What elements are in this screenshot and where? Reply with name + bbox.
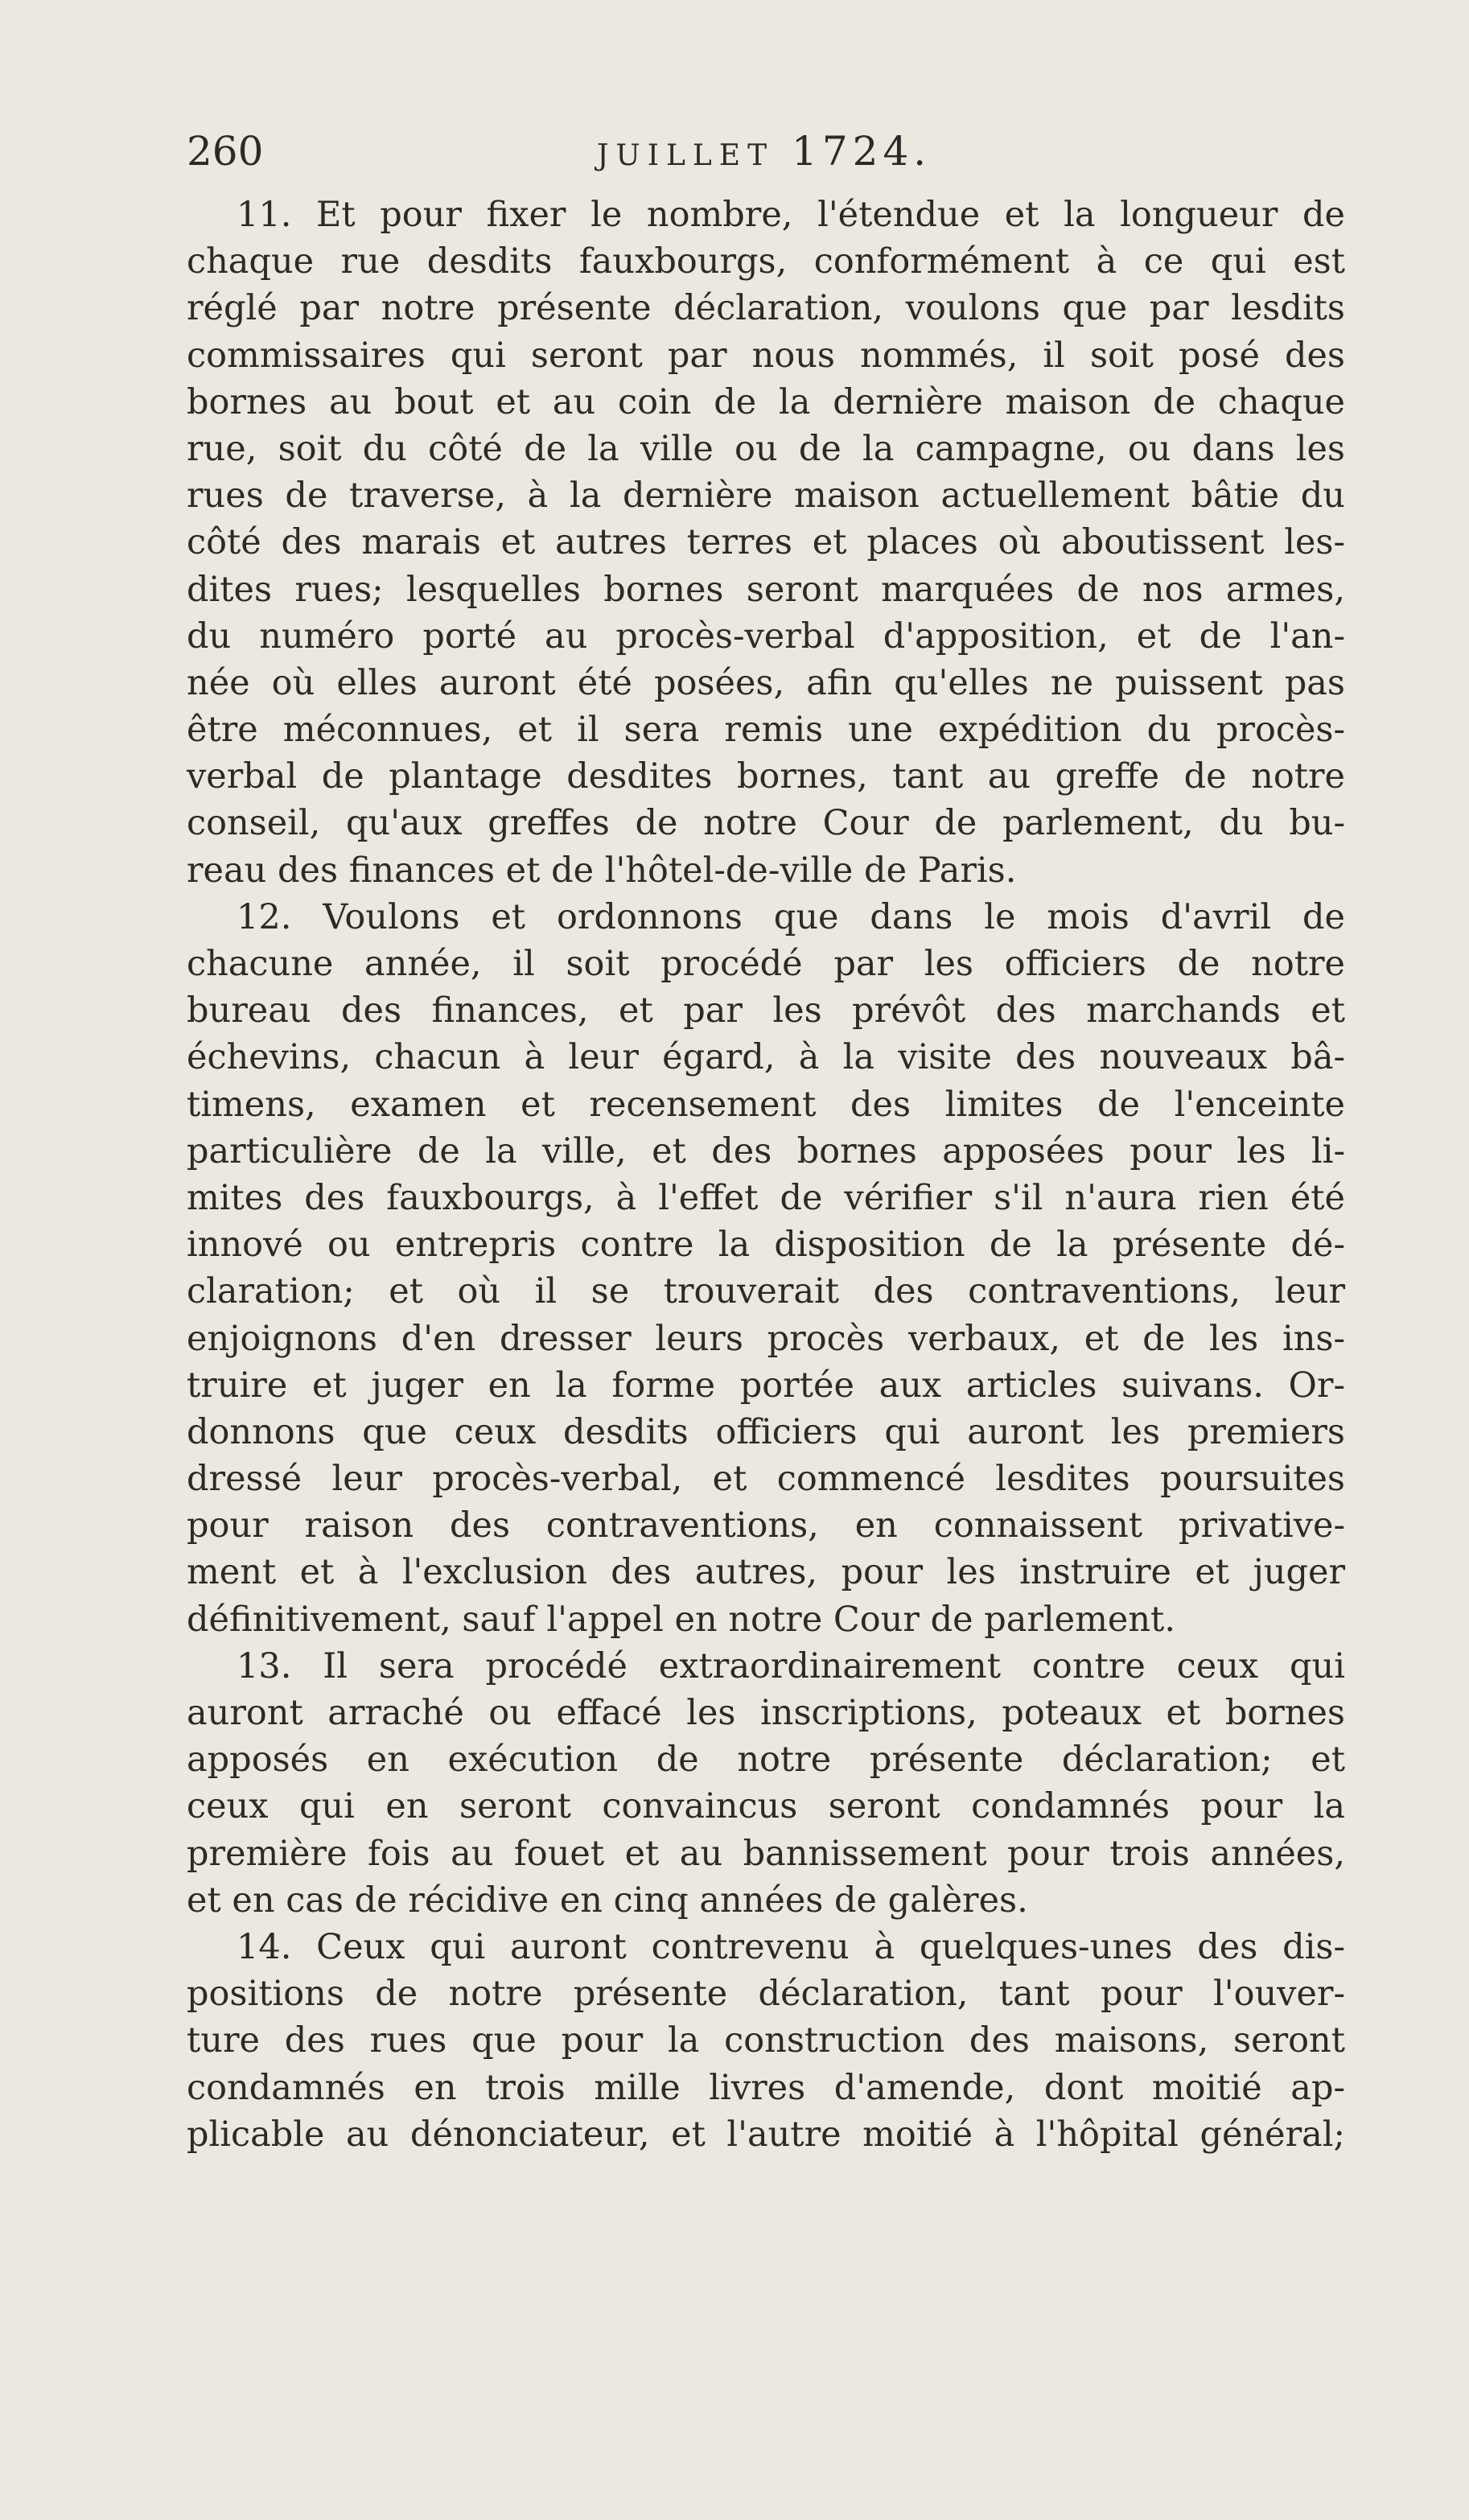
text-line: reau des finances et de l'hôtel-de-ville de Paris. [187,850,1017,891]
text-line: échevins, chacun à leur égard, à la visite des nouveaux bâ- [187,1037,1345,1078]
article-14 [187,1924,1345,2158]
text-line: 12. Voulons et ordonnons que dans le mois d'avril de [237,896,1345,937]
page-number: 260 [187,128,264,175]
article-12 [187,894,1345,1643]
text-line: rue, soit du côté de la ville ou de la campagne, ou dans les [187,428,1345,469]
text-line: chaque rue desdits fauxbourgs, conformément à ce qui est [187,241,1345,282]
text-line: positions de notre présente déclaration, tant pour l'ouver- [187,1974,1345,2015]
text-line: plicable au dénonciateur, et l'autre moitié à l'hôpital général; [187,2114,1345,2155]
text-line: née où elles auront été posées, afin qu'elles ne puissent pas [187,662,1345,703]
text-line: verbal de plantage desdites bornes, tant au greffe de notre [187,756,1345,797]
text-line: donnons que ceux desdits officiers qui auront les premiers [187,1411,1345,1452]
text-line: rues de traverse, à la dernière maison actuellement bâtie du [187,476,1345,517]
text-line: et en cas de récidive en cinq années de galères. [187,1880,1028,1921]
running-head-month: JUILLET [597,139,775,172]
text-line: particulière de la ville, et des bornes apposées pour les li- [187,1130,1345,1171]
text-line: dressé leur procès-verbal, et commencé lesdites poursuites [187,1459,1345,1500]
text-line: pour raison des contraventions, en connaissent privative- [187,1505,1345,1546]
text-line: chacune année, il soit procédé par les officiers de notre [187,944,1345,984]
text-line: bureau des finances, et par les prévôt des marchands et [187,990,1345,1031]
article-11 [187,191,1345,894]
text-line: commissaires qui seront par nous nommés, il soit posé des [187,335,1345,376]
text-line: conseil, qu'aux greffes de notre Cour de parlement, du bu- [187,803,1345,844]
text-line: ment et à l'exclusion des autres, pour les instruire et juger [187,1552,1345,1593]
text-line: timens, examen et recensement des limites de l'enceinte [187,1084,1345,1125]
running-head-year: 1724. [792,128,932,175]
text-line: première fois au fouet et au bannissement pour trois années, [187,1833,1345,1874]
text-line: truire et juger en la forme portée aux articles suivans. Or- [187,1365,1345,1406]
text-line: ture des rues que pour la construction des maisons, seront [187,2020,1345,2061]
text-line: auront arraché ou effacé les inscriptions, poteaux et bornes [187,1693,1345,1733]
text-line: ceux qui en seront convaincus seront condamnés pour la [187,1786,1345,1827]
text-line: 13. Il sera procédé extraordinairement contre ceux qui [237,1645,1345,1686]
article-13 [187,1643,1345,1924]
text-line: définitivement, sauf l'appel en notre Cour de parlement. [187,1599,1175,1640]
text-line: 11. Et pour fixer le nombre, l'étendue et la longueur de [237,195,1345,235]
text-line: bornes au bout et au coin de la dernière maison de chaque [187,381,1345,422]
text-line: du numéro porté au procès-verbal d'apposition, et de l'an- [187,616,1345,657]
text-line: mites des fauxbourgs, à l'effet de vérifier s'il n'aura rien été [187,1177,1345,1218]
text-line: apposés en exécution de notre présente déclaration; et [187,1740,1345,1781]
body-text [187,191,1345,2158]
text-line: dites rues; lesquelles bornes seront marquées de nos armes, [187,569,1345,610]
text-line: condamnés en trois mille livres d'amende, dont moitié ap- [187,2067,1345,2108]
text-line: 14. Ceux qui auront contrevenu à quelques-unes des dis- [237,1926,1345,1967]
text-line: côté des marais et autres terres et places où aboutissent les- [187,522,1345,563]
text-line: être méconnues, et il sera remis une expédition du procès- [187,710,1345,751]
text-line: claration; et où il se trouverait des contraventions, leur [187,1271,1345,1312]
running-head [597,119,931,188]
page-header [187,119,1345,183]
text-line: innové ou entrepris contre la disposition de la présente dé- [187,1225,1345,1266]
text-line: enjoignons d'en dresser leurs procès verbaux, et de les ins- [187,1318,1345,1359]
text-line: réglé par notre présente déclaration, voulons que par lesdits [187,288,1345,329]
